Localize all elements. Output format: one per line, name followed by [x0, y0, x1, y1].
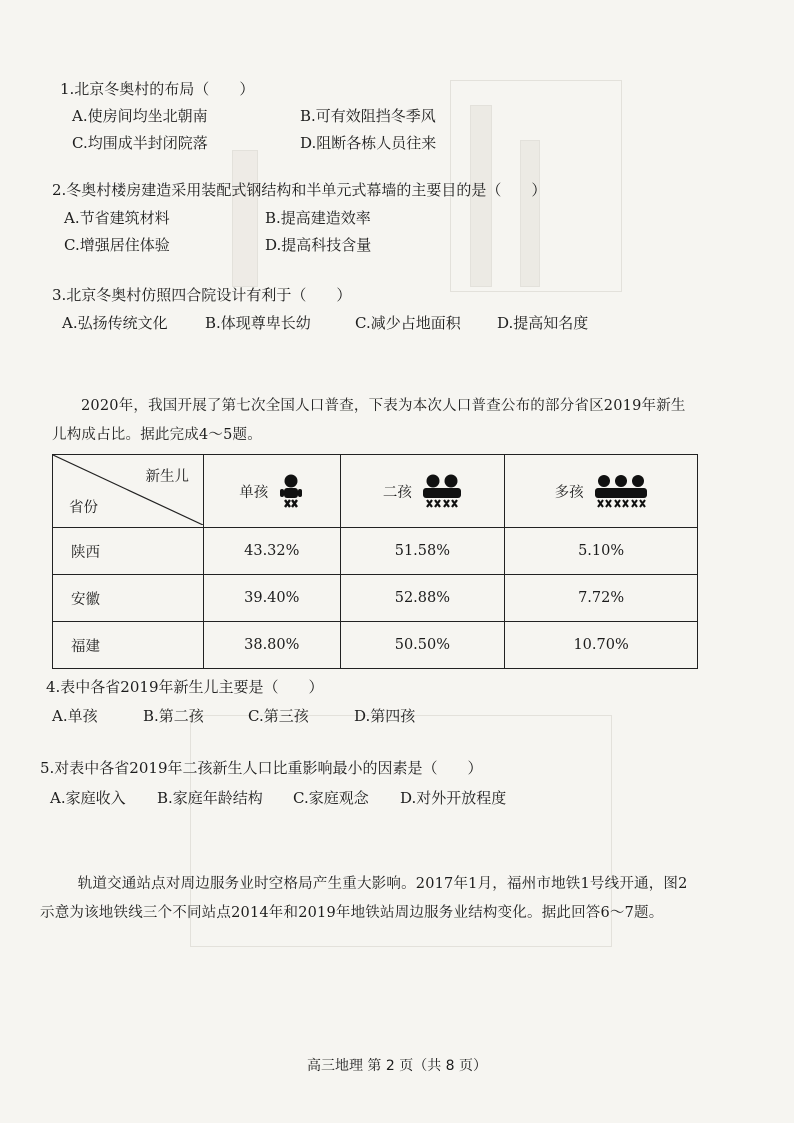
value-cell: 38.80%	[204, 622, 341, 669]
question-1-option-c: C.均围成半封闭院落	[72, 134, 208, 152]
multiple-children-icon	[594, 473, 648, 509]
value-cell: 50.50%	[340, 622, 505, 669]
value-cell: 52.88%	[340, 575, 505, 622]
question-5-stem: 5.对表中各省2019年二孩新生人口比重影响最小的因素是（ ）	[40, 759, 483, 777]
question-4-option-c: C.第三孩	[248, 707, 309, 725]
province-cell: 安徽	[53, 575, 204, 622]
question-2-stem: 2.冬奥村楼房建造采用装配式钢结构和半单元式幕墙的主要目的是（ ）	[52, 181, 547, 199]
question-2-option-d: D.提高科技含量	[265, 236, 372, 254]
passage-text: 2020年，我国开展了第七次全国人口普查，下表为本次人口普查公布的部分省区2019年新生儿构成占比。据此完成4～5题。	[52, 398, 686, 443]
province-cell: 陕西	[53, 528, 204, 575]
question-3-stem: 3.北京冬奥村仿照四合院设计有利于（ ）	[52, 286, 352, 304]
question-4-option-a: A.单孩	[52, 707, 98, 725]
column-label: 多孩	[554, 484, 584, 501]
value-cell: 39.40%	[204, 575, 341, 622]
bleed-through-bar	[232, 150, 258, 287]
column-header-single	[204, 455, 341, 528]
question-5-option-d: D.对外开放程度	[400, 789, 507, 807]
value-cell: 43.32%	[204, 528, 341, 575]
passage-text: 轨道交通站点对周边服务业时空格局产生重大影响。2017年1月，福州市地铁1号线开通，图2示意为该地铁线三个不同站点2014年和2019年地铁站周边服务业结构变化。据此回答6～7题。	[40, 876, 688, 921]
column-header-multi	[505, 455, 698, 528]
column-label: 单孩	[239, 484, 269, 501]
table-row	[53, 622, 698, 669]
table-row	[53, 528, 698, 575]
province-cell: 福建	[53, 622, 204, 669]
question-4-stem: 4.表中各省2019年新生儿主要是（ ）	[46, 678, 324, 696]
column-header-two	[340, 455, 505, 528]
table-header-row	[53, 455, 698, 528]
question-2-option-c: C.增强居住体验	[64, 236, 170, 254]
question-3-option-a: A.弘扬传统文化	[62, 314, 168, 332]
question-1-option-b: B.可有效阻挡冬季风	[300, 107, 436, 125]
value-cell: 51.58%	[340, 528, 505, 575]
column-label: 二孩	[382, 484, 412, 501]
question-1-option-d: D.阻断各栋人员往来	[300, 134, 437, 152]
page-footer: 高三地理 第 2 页（共 8 页）	[306, 1058, 488, 1074]
question-5-option-a: A.家庭收入	[50, 789, 126, 807]
table-corner-cell	[53, 455, 204, 528]
question-2-option-a: A.节省建筑材料	[64, 209, 170, 227]
question-1-stem: 1.北京冬奥村的布局（ ）	[60, 80, 255, 98]
question-4-option-b: B.第二孩	[143, 707, 204, 725]
newborn-composition-table	[52, 454, 698, 669]
two-children-icon	[422, 473, 462, 509]
bleed-through-bar	[520, 140, 540, 287]
value-cell: 7.72%	[505, 575, 698, 622]
table-row	[53, 575, 698, 622]
question-3-option-d: D.提高知名度	[497, 314, 589, 332]
question-2-option-b: B.提高建造效率	[265, 209, 371, 227]
value-cell: 5.10%	[505, 528, 698, 575]
question-5-option-c: C.家庭观念	[293, 789, 369, 807]
corner-label-province: 省份	[69, 500, 98, 516]
passage-population-census	[52, 392, 692, 450]
passage-metro-service	[40, 870, 700, 928]
question-4-option-d: D.第四孩	[354, 707, 416, 725]
value-cell: 10.70%	[505, 622, 698, 669]
question-3-option-b: B.体现尊卑长幼	[205, 314, 311, 332]
question-5-option-b: B.家庭年龄结构	[157, 789, 263, 807]
corner-label-newborn: 新生儿	[145, 469, 189, 485]
single-child-icon	[278, 473, 304, 509]
question-1-option-a: A.使房间均坐北朝南	[72, 107, 208, 125]
question-3-option-c: C.减少占地面积	[355, 314, 461, 332]
